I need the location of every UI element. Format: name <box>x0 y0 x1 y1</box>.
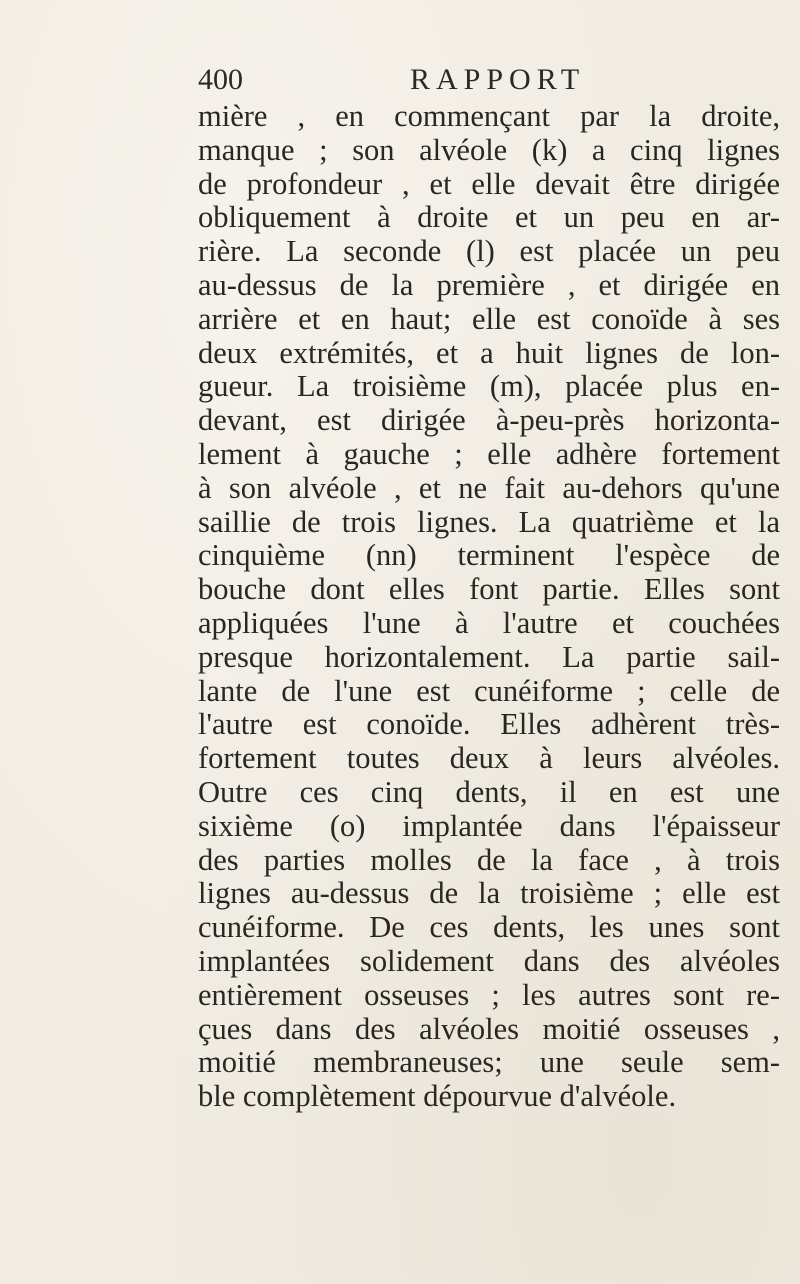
text-line: au-dessus de la première , et dirigée en <box>198 267 780 302</box>
text-line: moitié membraneuses; une seule sem- <box>198 1045 780 1080</box>
text-line: des parties molles de la face , à trois <box>198 842 780 877</box>
text-line: gueur. La troisième (m), placée plus en- <box>198 369 780 404</box>
text-line: lement à gauche ; elle adhère fortement <box>198 436 780 471</box>
body-text <box>198 100 780 1114</box>
text-line: fortement toutes deux à leurs alvéoles. <box>198 741 780 776</box>
text-line: cunéiforme. De ces dents, les unes sont <box>198 910 780 945</box>
page-number: 400 <box>198 63 243 96</box>
text-line: lignes au-dessus de la troisième ; elle est <box>198 876 780 911</box>
text-line: ble complètement dépourvue d'alvéole. <box>198 1079 677 1114</box>
text-line: saillie de trois lignes. La quatrième et la <box>198 504 780 539</box>
text-line: arrière et en haut; elle est conoïde à ses <box>198 301 780 336</box>
text-line: l'autre est conoïde. Elles adhèrent très- <box>198 707 780 742</box>
text-line: mière , en commençant par la droite, <box>198 99 780 133</box>
text-line: implantées solidement dans des alvéoles <box>198 943 780 978</box>
text-line: obliquement à droite et un peu en ar- <box>198 200 780 235</box>
text-line: à son alvéole , et ne fait au-dehors qu'une <box>198 470 780 505</box>
text-line: presque horizontalement. La partie sail- <box>198 639 780 674</box>
text-line: rière. La seconde (l) est placée un peu <box>198 234 780 269</box>
text-line: de profondeur , et elle devait être dirigée <box>198 166 780 201</box>
text-line: appliquées l'une à l'autre et couchées <box>198 605 780 640</box>
text-line: deux extrémités, et a huit lignes de lon- <box>198 335 780 370</box>
text-line: bouche dont elles font partie. Elles sont <box>198 572 780 607</box>
running-head: RAPPORT <box>410 63 586 96</box>
text-line: manque ; son alvéole (k) a cinq lignes <box>198 132 780 167</box>
text-line: entièrement osseuses ; les autres sont re- <box>198 977 780 1012</box>
text-line: Outre ces cinq dents, il en est une <box>198 774 780 809</box>
text-line: lante de l'une est cunéiforme ; celle de <box>198 673 780 708</box>
text-line: devant, est dirigée à-peu-près horizonta- <box>198 403 780 438</box>
text-line: cinquième (nn) terminent l'espèce de <box>198 538 780 573</box>
page-header <box>198 62 788 98</box>
text-line: sixième (o) implantée dans l'épaisseur <box>198 808 780 843</box>
text-line: çues dans des alvéoles moitié osseuses , <box>198 1011 780 1046</box>
